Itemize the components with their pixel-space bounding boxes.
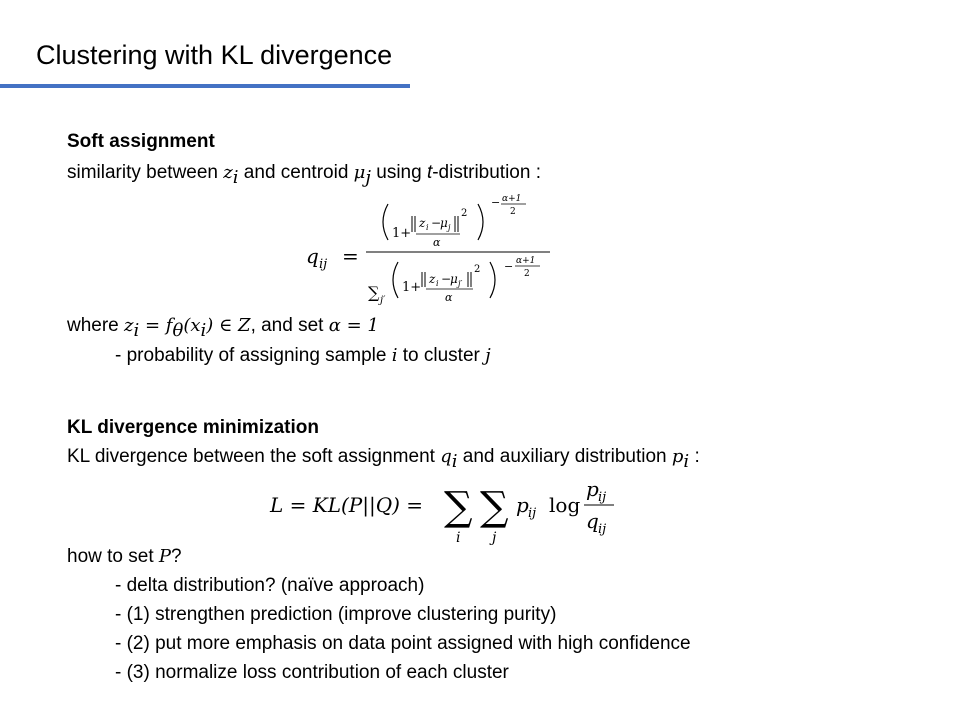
- var-mu-sub: j: [365, 166, 371, 188]
- eq-den-sum: ∑: [368, 283, 380, 302]
- list-item: - (2) put more emphasis on data point assigned with high confidence: [115, 633, 691, 654]
- kl-equation: [268, 472, 628, 548]
- eq-num-exp-minus: −: [491, 196, 501, 209]
- eq-num-z: z: [419, 216, 426, 230]
- kl-heading: KL divergence minimization: [67, 417, 319, 438]
- eq-den-minus: −: [441, 272, 452, 286]
- kl-eq-log: log: [549, 493, 581, 517]
- where-f: = f: [139, 315, 173, 336]
- eq-num-minus: −: [431, 216, 442, 230]
- kl-var-p-sub: i: [683, 450, 690, 472]
- eq-q: q: [306, 244, 319, 268]
- kl-intro-b: and auxiliary distribution: [457, 446, 672, 467]
- where-in-z: ) ∈ Z: [206, 315, 251, 336]
- list-item: - (3) normalize loss contribution of each cluster: [115, 662, 509, 683]
- kl-eq-sum-j: ∑: [480, 484, 509, 530]
- where-x: (x: [183, 315, 201, 336]
- eq-num-exp-num: α+1: [502, 194, 522, 204]
- kl-var-q: q: [440, 446, 452, 467]
- eq-num-rparen: [478, 204, 483, 240]
- eq-den-z: z: [429, 272, 436, 286]
- kl-intro-c: :: [689, 446, 700, 467]
- where-z-sub: i: [133, 319, 140, 341]
- kl-eq-sum-j-sub: j: [492, 530, 497, 546]
- howto-text-b: ?: [171, 546, 182, 567]
- kl-eq-sum-i: ∑: [444, 484, 473, 530]
- eq-den-exp-num: α+1: [516, 256, 536, 266]
- eq-den-exp-minus: −: [504, 260, 514, 273]
- eq-den-mu: μ: [450, 272, 458, 286]
- eq-den-sum-sub: j′: [380, 295, 386, 306]
- intro-text-d: -distribution :: [432, 162, 542, 183]
- where-text-a: where: [67, 315, 125, 336]
- prob-text-b: to cluster: [397, 345, 486, 366]
- var-z: z: [223, 162, 233, 183]
- soft-assignment-heading: Soft assignment: [67, 131, 215, 152]
- prob-i: i: [391, 345, 398, 366]
- eq-num-lparen: [383, 204, 388, 240]
- eq-equals: =: [342, 244, 359, 268]
- where-z: z: [124, 315, 134, 336]
- eq-den-lparen: [393, 262, 398, 298]
- soft-assignment-equation: [300, 192, 570, 312]
- eq-num-alpha: α: [433, 236, 441, 249]
- kl-eq-lhs: L = KL(P||Q) =: [270, 493, 424, 517]
- eq-den-alpha: α: [445, 291, 453, 304]
- soft-assignment-intro: [67, 161, 541, 190]
- eq-den-rparen: [490, 262, 495, 298]
- list-item: - (1) strengthen prediction (improve clustering purity): [115, 604, 557, 625]
- prob-j: j: [485, 345, 491, 366]
- kl-var-q-sub: i: [451, 450, 458, 472]
- eq-num-zi: i: [426, 223, 429, 232]
- list-item: - delta distribution? (naïve approach): [115, 575, 425, 596]
- howto-p: P: [158, 546, 172, 567]
- kl-intro-a: KL divergence between the soft assignment: [67, 446, 441, 467]
- kl-eq-num-p: p: [586, 477, 599, 501]
- where-x-sub: i: [200, 319, 207, 341]
- eq-num-sq: 2: [461, 208, 468, 219]
- where-text-b: , and set: [250, 315, 329, 336]
- eq-num-exp-den: 2: [510, 207, 516, 217]
- kl-eq-den-q: q: [586, 509, 599, 533]
- eq-num-mu-sub: j: [448, 223, 451, 232]
- var-mu: μ: [353, 162, 366, 183]
- kl-eq-sum-i-sub: i: [456, 530, 461, 546]
- where-line: [67, 314, 379, 343]
- kl-eq-p-sub: ij: [528, 506, 537, 521]
- intro-t: t: [426, 162, 433, 183]
- slide-title: Clustering with KL divergence: [36, 40, 393, 70]
- eq-den-zi: i: [436, 279, 439, 288]
- var-z-sub: i: [232, 166, 239, 188]
- kl-intro: [67, 445, 700, 474]
- eq-den-exp-den: 2: [524, 269, 530, 279]
- eq-den-one: 1+: [402, 280, 422, 295]
- kl-eq-p: p: [516, 493, 529, 517]
- kl-var-p: p: [671, 446, 684, 467]
- where-alpha: α = 1: [328, 315, 379, 336]
- eq-num-one: 1+: [392, 226, 412, 241]
- eq-den-sq: 2: [474, 264, 481, 275]
- eq-den-mu-sub: j′: [458, 279, 463, 288]
- howto-line: [67, 545, 182, 569]
- title-underline: [0, 84, 410, 88]
- intro-text-c: using: [370, 162, 427, 183]
- howto-text-a: how to set: [67, 546, 159, 567]
- prob-text-a: - probability of assigning sample: [115, 345, 392, 366]
- intro-text-b: and centroid: [238, 162, 354, 183]
- kl-eq-num-p-sub: ij: [598, 490, 607, 505]
- probability-line: [115, 344, 491, 368]
- eq-num-mu: μ: [440, 216, 448, 230]
- eq-q-sub: ij: [319, 257, 328, 272]
- where-theta: θ: [172, 319, 184, 341]
- kl-eq-den-q-sub: ij: [598, 522, 607, 537]
- intro-text-a: similarity between: [67, 162, 224, 183]
